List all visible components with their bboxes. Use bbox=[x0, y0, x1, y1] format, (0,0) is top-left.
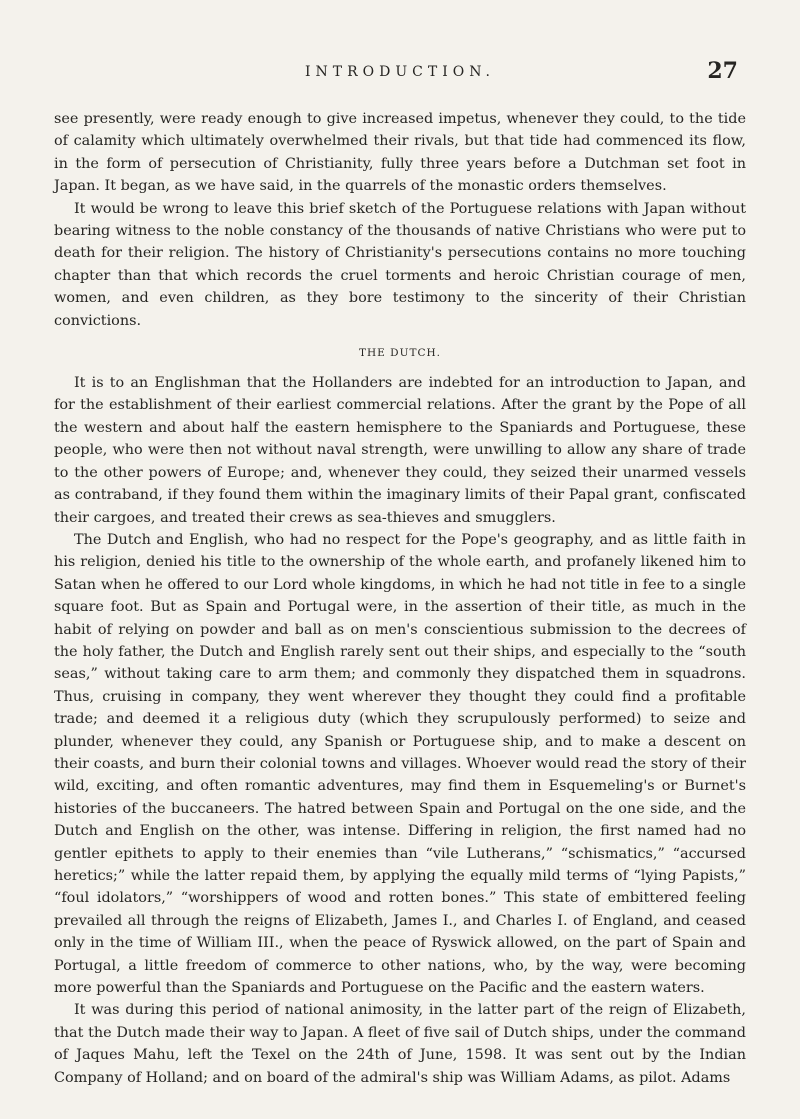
paragraph: It was during this period of national animosity, in the latter part of the reign of Elizabeth, that the Dutch made their way to Japan. A fleet of five sail of Dutch ships, under the command of Jaques Mahu, left the Texel on the 24th of June, 1598. It was sent out by the Indian Company of Holland; and on board of the admiral's ship was William Adams, as pilot. Adams bbox=[54, 1002, 746, 1086]
paragraph: It would be wrong to leave this brief sketch of the Portuguese relations with Japan without bearing witness to the noble constancy of the thousands of native Christians who were put to death for their religion. The history of Christianity's persecutions contains no more touching chapter than that which records the cruel torments and heroic Christian courage of men, women, and even children, as they bore testimony to the sincerity of their Christian convictions. bbox=[54, 200, 746, 329]
page-number: 27 bbox=[707, 58, 738, 84]
paragraph: It is to an Englishman that the Hollanders are indebted for an introduction to Japan, and for the establishment of their earliest commercial relations. After the grant by the Pope of all the western and about half the eastern hemisphere to the Spaniards and Portuguese, these people, who were then not without naval strength, were unwilling to allow any share of trade to the other powers of Europe; and, whenever they could, they seized their unarmed vessels as contraband, if they found them within the imaginary limits of their Papal grant, confiscated their cargoes, and treated their crews as sea-thieves and smugglers. bbox=[54, 375, 746, 526]
section-heading: THE DUTCH. bbox=[359, 347, 441, 360]
paragraph: The Dutch and English, who had no respect for the Pope's geography, and as little faith in his religion, denied his title to the ownership of the whole earth, and profanely likened him to Satan when he offered to our Lord whole kingdoms, in which he had not title in fee to a single square foot. But as Spain and Portugal were, in the assertion of their title, as much in the habit of relying on powder and ball as on men's conscientious submission to the decrees of the holy father, the Dutch and English rarely sent out their ships, and especially to the “south seas,” without taking care to arm them; and commonly they dispatched them in squadrons. Thus, cruising in company, they went wherever they thought they could find a profitable trade; and deemed it a religious duty (which they scrupulously performed) to seize and plunder, whenever they could, any Spanish or Portuguese ship, and to make a descent on their coasts, and burn their colonial towns and villages. Whoever would read the story of their wild, exciting, and often romantic adventures, may find them in Esquemeling's or Burnet's histories of the buccaneers. The hatred between Spain and Portugal on the one side, and the Dutch and English on the other, was intense. Differing in religion, the first named had no gentler epithets to apply to their enemies than “vile Lutherans,” “schismatics,” “accursed heretics;” while the latter repaid them, by applying the equally mild terms of “lying Papists,” “foul idolators,” “worshippers of wood and rotten bones.” This state of embittered feeling prevailed all through the reigns of Elizabeth, James I., and Charles I. of England, and ceased only in the time of William III., when the peace of Ryswick allowed, on the part of Spain and Portugal, a little freedom of commerce to other nations, who, by the way, were becoming more powerful than the Spaniards and Portuguese on the Pacific and the eastern waters. bbox=[54, 531, 746, 997]
page-header bbox=[0, 58, 800, 88]
body-text bbox=[54, 108, 746, 1089]
running-title: INTRODUCTION. bbox=[304, 64, 496, 80]
paragraph: see presently, were ready enough to give increased impetus, whenever they could, to the tide of calamity which ultimately overwhelmed their rivals, but that tide had commenced its flow, in the form of persecution of Christianity, fully three years before a Dutchman set foot in Japan. It began, as we have said, in the quarrels of the monastic orders themselves. bbox=[54, 111, 746, 195]
